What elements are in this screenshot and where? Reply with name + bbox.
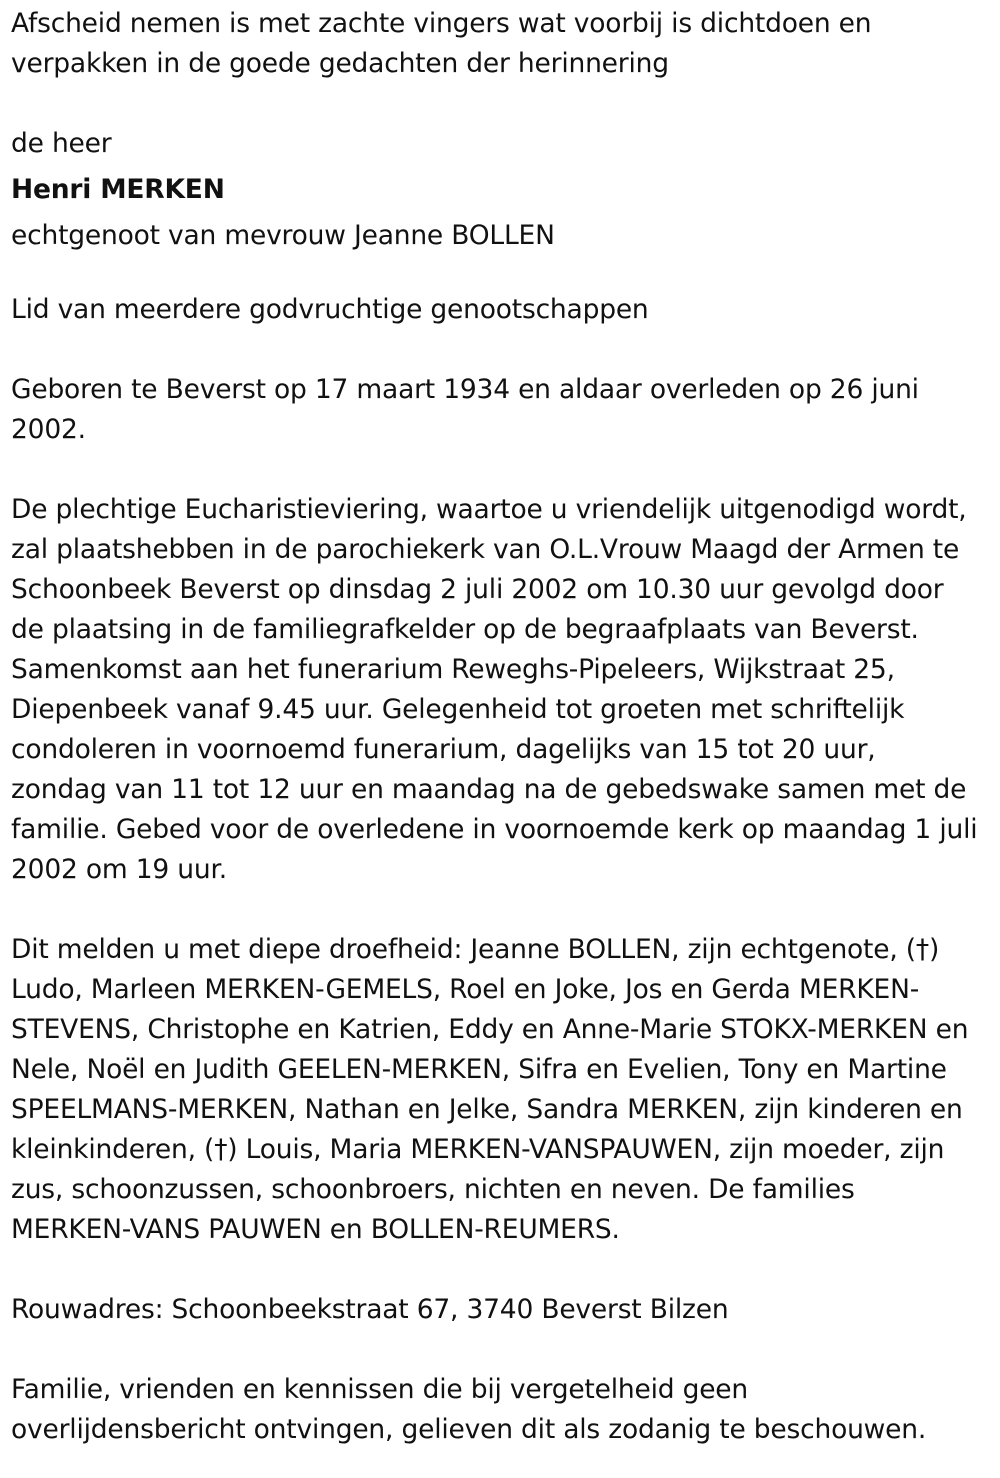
announcement-line: STEVENS, Christophe en Katrien, Eddy en Anne-Marie STOKX-MERKEN en [11,1014,969,1045]
intro-quote-line: Afscheid nemen is met zachte vingers wat voorbij is dichtdoen en [11,8,872,39]
announcement-line: kleinkinderen, (†) Louis, Maria MERKEN-VANSPAUWEN, zijn moeder, zijn [11,1134,945,1165]
announcement-paragraph [11,930,993,1250]
intro-quote-line: verpakken in de goede gedachten der herinnering [11,48,669,79]
ceremony-paragraph [11,490,993,890]
ceremony-line: zondag van 11 tot 12 uur en maandag na de gebedswake samen met de [11,774,967,805]
birth-death-line: 2002. [11,414,86,445]
announcement-line: MERKEN-VANS PAUWEN en BOLLEN-REUMERS. [11,1214,620,1245]
obituary-document [11,4,993,1450]
closing-paragraph [11,1370,993,1450]
ceremony-line: Samenkomst aan het funerarium Reweghs-Pipeleers, Wijkstraat 25, [11,654,895,685]
salutation: de heer [11,128,112,159]
ceremony-line: familie. Gebed voor de overledene in voornoemde kerk op maandag 1 juli [11,814,978,845]
ceremony-line: de plaatsing in de familiegrafkelder op de begraafplaats van Beverst. [11,614,919,645]
closing-line: Familie, vrienden en kennissen die bij vergetelheid geen [11,1374,749,1405]
deceased-name: Henri MERKEN [11,174,225,205]
announcement-line: Ludo, Marleen MERKEN-GEMELS, Roel en Joke, Jos en Gerda MERKEN- [11,974,920,1005]
birth-death-paragraph [11,370,993,450]
ceremony-line: Schoonbeek Beverst op dinsdag 2 juli 2002 om 10.30 uur gevolgd door [11,574,944,605]
membership-text: Lid van meerdere godvruchtige genootschappen [11,294,649,325]
announcement-line: Dit melden u met diepe droefheid: Jeanne BOLLEN, zijn echtgenote, (†) [11,934,940,965]
mourning-address: Rouwadres: Schoonbeekstraat 67, 3740 Beverst Bilzen [11,1294,729,1325]
announcement-line: zus, schoonzussen, schoonbroers, nichten en neven. De families [11,1174,855,1205]
deceased-header [11,124,993,256]
birth-death-line: Geboren te Beverst op 17 maart 1934 en aldaar overleden op 26 juni [11,374,919,405]
intro-quote [11,4,993,84]
membership-paragraph [11,290,993,330]
address-paragraph [11,1290,993,1330]
announcement-line: Nele, Noël en Judith GEELEN-MERKEN, Sifra en Evelien, Tony en Martine [11,1054,947,1085]
spouse-line: echtgenoot van mevrouw Jeanne BOLLEN [11,220,555,251]
ceremony-line: De plechtige Eucharistieviering, waartoe u vriendelijk uitgenodigd wordt, [11,494,967,525]
ceremony-line: 2002 om 19 uur. [11,854,227,885]
ceremony-line: zal plaatshebben in de parochiekerk van O.L.Vrouw Maagd der Armen te [11,534,960,565]
closing-line: overlijdensbericht ontvingen, gelieven dit als zodanig te beschouwen. [11,1414,927,1445]
ceremony-line: condoleren in voornoemd funerarium, dagelijks van 15 tot 20 uur, [11,734,876,765]
announcement-line: SPEELMANS-MERKEN, Nathan en Jelke, Sandra MERKEN, zijn kinderen en [11,1094,963,1125]
ceremony-line: Diepenbeek vanaf 9.45 uur. Gelegenheid tot groeten met schriftelijk [11,694,905,725]
